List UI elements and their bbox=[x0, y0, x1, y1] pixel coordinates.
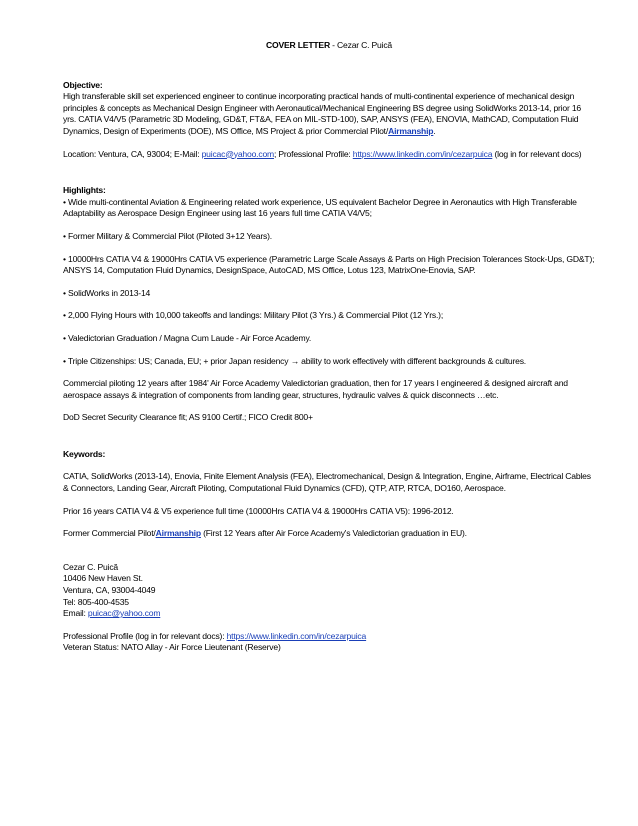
airmanship-link-2[interactable]: Airmanship bbox=[155, 528, 201, 539]
contact-section bbox=[63, 562, 595, 654]
contact-name: Cezar C. Puică bbox=[63, 561, 118, 572]
highlights-heading: Highlights: bbox=[63, 185, 106, 196]
objective-heading: Objective: bbox=[63, 79, 103, 90]
title-rest: - Cezar C. Puică bbox=[329, 40, 392, 50]
contact-profile-line bbox=[63, 631, 595, 643]
highlight-item: • Triple Citizenships: US; Canada, EU; + prior Japan residency → ability to work effectively with different backgrounds & cultures. bbox=[63, 355, 526, 366]
veteran-status: Veteran Status: NATO Allay - Air Force Lieutenant (Reserve) bbox=[63, 642, 281, 653]
contact-email-label: Email: bbox=[63, 608, 88, 619]
location-label: Location: Ventura, CA, 93004; E-Mail: bbox=[63, 148, 202, 159]
profile-label: ; Professional Profile: bbox=[273, 148, 353, 159]
highlight-item: • Wide multi-continental Aviation & Engineering related work experience, US equivalent Bachelor Degree in Aeronautics with High Transferable Adaptability as Aerospace Design Engineer using last 16 years full time CATIA V4/V5; bbox=[63, 196, 577, 219]
objective-text-end: . bbox=[433, 125, 436, 136]
highlight-item: • SolidWorks in 2013-14 bbox=[63, 287, 151, 298]
title-bold: COVER LETTER bbox=[266, 40, 330, 50]
objective-text-body: High transferable skill set experienced engineer to continue incorporating practical hands of multi-continental experience of mechanical design principles & concepts as Mechanical Design Engineer with Aeronautical/Mechanical Engineering BS degree using SolidWorks 2013-14, prior 16 yrs. CATIA V4/V5 (Parametric 3D Modeling, GD&T, FT&A, FEA on MIL-STD-100), SAP, ANSYS (FEA), ENOVIA, MathCAD, Computation Fluid Dynamics, Design of Experiments (DOE), MS Office, MS Project & prior Commercial Pilot/ bbox=[63, 91, 581, 136]
highlight-item: • Valedictorian Graduation / Magna Cum Laude - Air Force Academy. bbox=[63, 332, 312, 343]
contact-email-line bbox=[63, 608, 595, 620]
contact-linkedin-link[interactable]: https://www.linkedin.com/in/cezarpuica bbox=[226, 630, 367, 641]
keywords-list: CATIA, SolidWorks (2013-14), Enovia, Finite Element Analysis (FEA), Electromechanical, Design & Integration, Engine, Airframe, Electrical Cables & Connectors, Landing Gear, Aircraft Piloting, Computational Fluid Dynamics (CFD), QTP, ATP, RTCA, DO160, Aerospace. bbox=[63, 471, 591, 494]
former-text: Former Commercial Pilot/ bbox=[63, 528, 156, 539]
contact-city: Ventura, CA, 93004-4049 bbox=[63, 585, 156, 596]
airmanship-link[interactable]: Airmanship bbox=[388, 125, 434, 136]
highlight-paragraph: DoD Secret Security Clearance fit; AS 9100 Certif.; FICO Credit 800+ bbox=[63, 412, 313, 423]
cover-letter-page bbox=[63, 40, 595, 654]
keywords-former bbox=[63, 528, 595, 540]
highlight-item: • 10000Hrs CATIA V4 & 19000Hrs CATIA V5 experience (Parametric Large Scale Assays & Parts on High Precision Tolerances Stock-Ups, GD&T); ANSYS 14, Computation Fluid Dynamics, DesignSpace, AutoCAD, MS Office, Lotus 123, MatrixOne-Enovia, SAP. bbox=[63, 253, 595, 276]
profile-note: (log in for relevant docs) bbox=[492, 148, 582, 159]
keywords-heading: Keywords: bbox=[63, 448, 106, 459]
contact-email-link[interactable]: puicac@yahoo.com bbox=[87, 608, 161, 619]
objective-text bbox=[63, 91, 595, 137]
contact-street: 10406 New Haven St. bbox=[63, 573, 143, 584]
highlight-paragraph: Commercial piloting 12 years after 1984' Air Force Academy Valedictorian graduation, then for 17 years I engineered & designed aircraft and aerospace assays & integration of components from landing gear, structures, hydraulic valves & quick disconnects …etc. bbox=[63, 378, 568, 400]
former-text-end: (First 12 Years after Air Force Academy's Valedictorian graduation in EU). bbox=[200, 528, 467, 539]
keywords-section bbox=[63, 449, 595, 540]
highlights-section bbox=[63, 185, 595, 424]
document-title bbox=[63, 40, 595, 52]
email-link[interactable]: puicac@yahoo.com bbox=[201, 148, 274, 159]
objective-section bbox=[63, 80, 595, 161]
contact-tel: Tel: 805-400-4535 bbox=[63, 596, 129, 607]
keywords-prior: Prior 16 years CATIA V4 & V5 experience full time (10000Hrs CATIA V4 & 19000Hrs CATIA V5): 1996-2012. bbox=[63, 505, 454, 516]
linkedin-link[interactable]: https://www.linkedin.com/in/cezarpuica bbox=[352, 148, 493, 159]
location-line bbox=[63, 149, 595, 161]
contact-profile-label: Professional Profile (log in for relevant docs): bbox=[63, 630, 227, 641]
highlight-item: • Former Military & Commercial Pilot (Piloted 3+12 Years). bbox=[63, 230, 272, 241]
highlight-item: • 2,000 Flying Hours with 10,000 takeoffs and landings: Military Pilot (3 Yrs.) & Commercial Pilot (12 Yrs.); bbox=[63, 310, 444, 321]
